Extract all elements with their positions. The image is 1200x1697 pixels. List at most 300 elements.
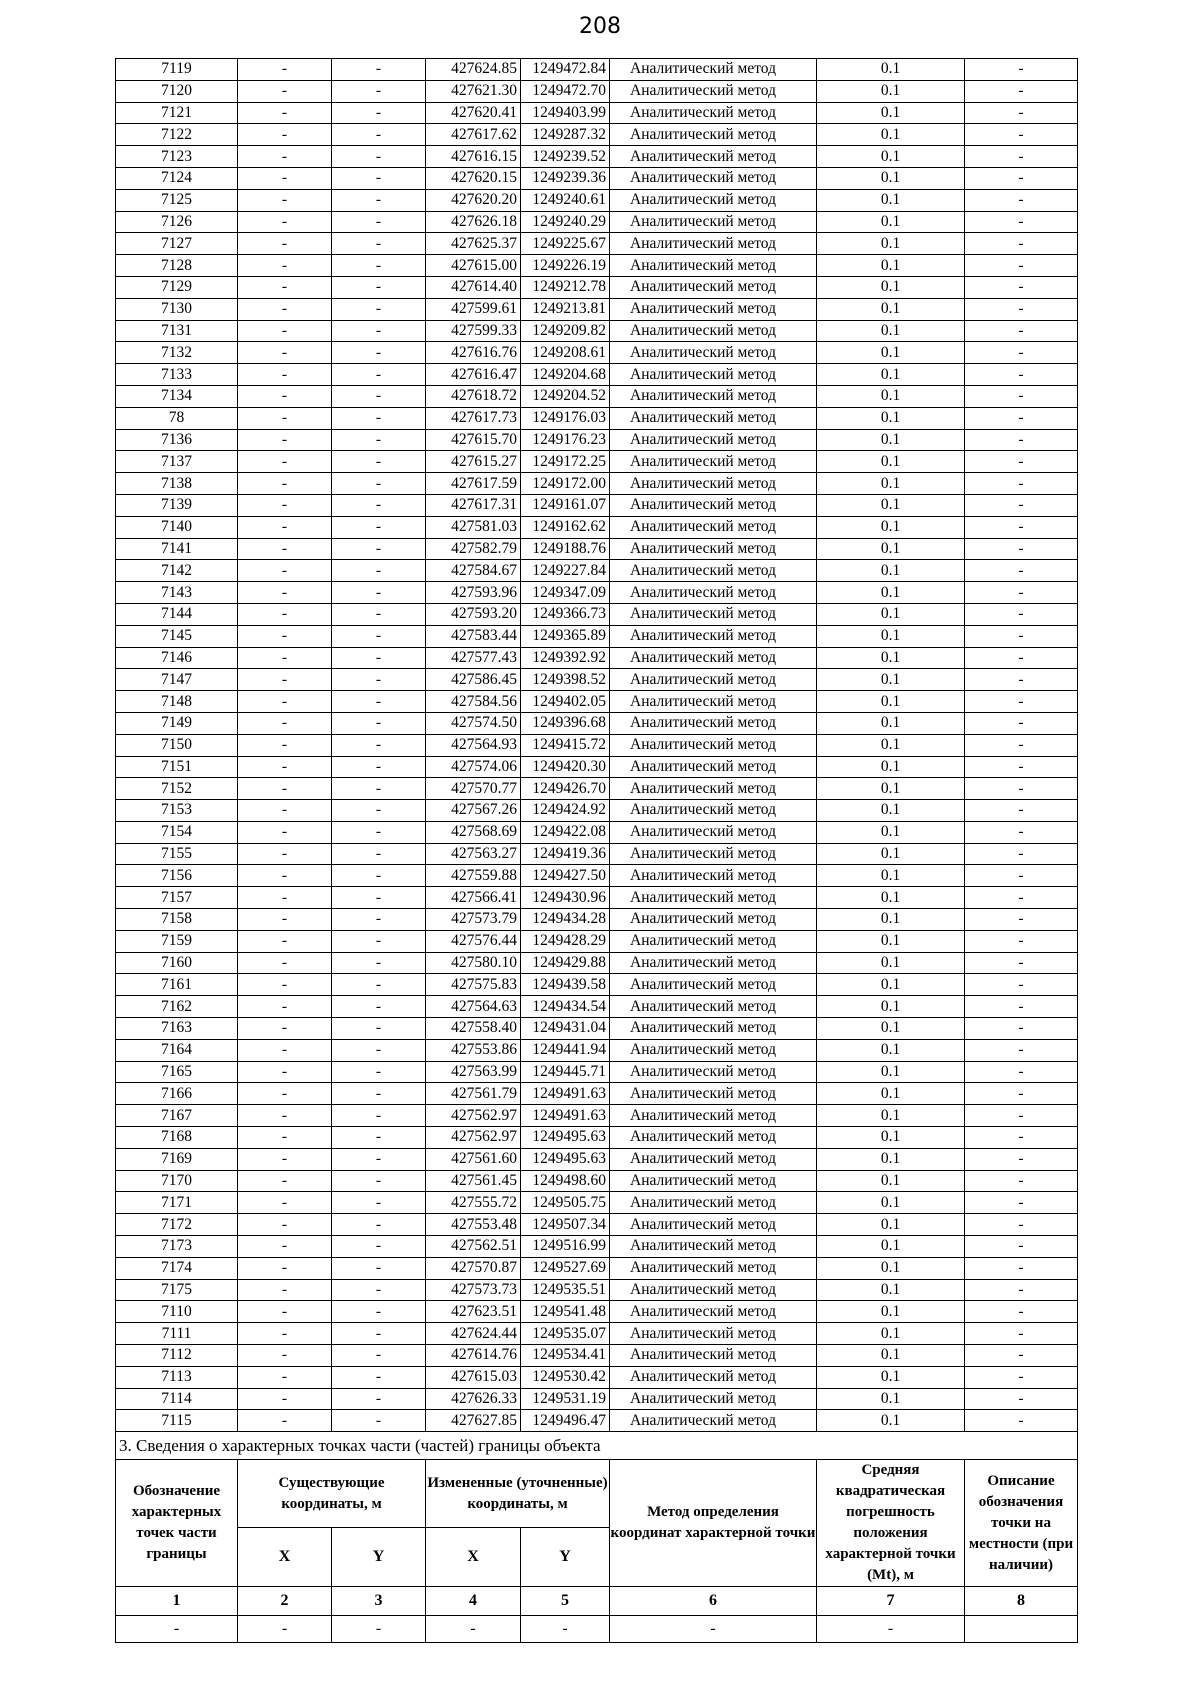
changed-x-cell: 427574.06 bbox=[426, 756, 521, 778]
table-row bbox=[116, 124, 1078, 146]
point-number-cell: 7147 bbox=[116, 669, 238, 691]
mean-error-cell: 0.1 bbox=[817, 124, 965, 146]
changed-y-cell: 1249434.54 bbox=[521, 996, 610, 1018]
method-cell: Аналитический метод bbox=[610, 1301, 817, 1323]
method-cell: Аналитический метод bbox=[610, 647, 817, 669]
mean-error-cell: 0.1 bbox=[817, 59, 965, 81]
header-description: Описание обозначения точки на местности (при наличии) bbox=[965, 1460, 1078, 1587]
mean-error-cell: 0.1 bbox=[817, 407, 965, 429]
description-cell: - bbox=[965, 1410, 1078, 1432]
existing-x-cell: - bbox=[238, 276, 332, 298]
changed-x-cell: 427561.60 bbox=[426, 1148, 521, 1170]
existing-y-cell: - bbox=[332, 211, 426, 233]
method-cell: Аналитический метод bbox=[610, 80, 817, 102]
changed-x-cell: 427570.77 bbox=[426, 778, 521, 800]
method-cell: Аналитический метод bbox=[610, 669, 817, 691]
existing-x-cell: - bbox=[238, 1061, 332, 1083]
method-cell: Аналитический метод bbox=[610, 385, 817, 407]
point-number-cell: 7134 bbox=[116, 385, 238, 407]
table-row bbox=[116, 996, 1078, 1018]
existing-y-cell: - bbox=[332, 1323, 426, 1345]
point-number-cell: 7113 bbox=[116, 1366, 238, 1388]
mean-error-cell: 0.1 bbox=[817, 255, 965, 277]
table-row bbox=[116, 647, 1078, 669]
method-cell: Аналитический метод bbox=[610, 124, 817, 146]
existing-x-cell: - bbox=[238, 124, 332, 146]
description-cell: - bbox=[965, 669, 1078, 691]
changed-y-cell: 1249439.58 bbox=[521, 974, 610, 996]
method-cell: Аналитический метод bbox=[610, 625, 817, 647]
table-row bbox=[116, 233, 1078, 255]
changed-x-cell: 427577.43 bbox=[426, 647, 521, 669]
point-number-cell: 7163 bbox=[116, 1018, 238, 1040]
existing-y-cell: - bbox=[332, 473, 426, 495]
changed-x-cell: 427555.72 bbox=[426, 1192, 521, 1214]
existing-x-cell: - bbox=[238, 1410, 332, 1432]
mean-error-cell: 0.1 bbox=[817, 1236, 965, 1258]
method-cell: Аналитический метод bbox=[610, 1214, 817, 1236]
boundary-points-table bbox=[115, 58, 1078, 1643]
existing-x-cell: - bbox=[238, 909, 332, 931]
table-row bbox=[116, 930, 1078, 952]
point-number-cell: 7174 bbox=[116, 1257, 238, 1279]
mean-error-cell: 0.1 bbox=[817, 843, 965, 865]
existing-y-cell: - bbox=[332, 1039, 426, 1061]
method-cell: Аналитический метод bbox=[610, 952, 817, 974]
empty-points-row bbox=[116, 1616, 1078, 1643]
existing-x-cell: - bbox=[238, 146, 332, 168]
existing-x-cell: - bbox=[238, 1388, 332, 1410]
changed-y-cell: 1249535.07 bbox=[521, 1323, 610, 1345]
existing-x-cell: - bbox=[238, 1257, 332, 1279]
changed-x-cell: 427599.61 bbox=[426, 298, 521, 320]
changed-y-cell: 1249430.96 bbox=[521, 887, 610, 909]
mean-error-cell: 0.1 bbox=[817, 647, 965, 669]
changed-x-cell: 427581.03 bbox=[426, 516, 521, 538]
existing-x-cell: - bbox=[238, 843, 332, 865]
description-cell: - bbox=[965, 1127, 1078, 1149]
changed-y-cell: 1249161.07 bbox=[521, 494, 610, 516]
existing-x-cell: - bbox=[238, 669, 332, 691]
mean-error-cell: 0.1 bbox=[817, 1105, 965, 1127]
existing-y-cell: - bbox=[332, 538, 426, 560]
table-row bbox=[116, 1366, 1078, 1388]
point-number-cell: 7128 bbox=[116, 255, 238, 277]
mean-error-cell: 0.1 bbox=[817, 625, 965, 647]
mean-error-cell: 0.1 bbox=[817, 1257, 965, 1279]
description-cell: - bbox=[965, 255, 1078, 277]
changed-x-cell: 427615.70 bbox=[426, 429, 521, 451]
existing-y-cell: - bbox=[332, 712, 426, 734]
mean-error-cell: 0.1 bbox=[817, 473, 965, 495]
existing-x-cell: - bbox=[238, 1170, 332, 1192]
method-cell: Аналитический метод bbox=[610, 582, 817, 604]
method-cell: Аналитический метод bbox=[610, 102, 817, 124]
table-row bbox=[116, 1170, 1078, 1192]
description-cell: - bbox=[965, 385, 1078, 407]
existing-x-cell: - bbox=[238, 342, 332, 364]
existing-x-cell: - bbox=[238, 1039, 332, 1061]
existing-y-cell: - bbox=[332, 146, 426, 168]
method-cell: Аналитический метод bbox=[610, 189, 817, 211]
changed-y-cell: 1249429.88 bbox=[521, 952, 610, 974]
table-row bbox=[116, 364, 1078, 386]
description-cell: - bbox=[965, 516, 1078, 538]
changed-x-cell: 427567.26 bbox=[426, 800, 521, 822]
changed-x-cell: 427617.31 bbox=[426, 494, 521, 516]
description-cell: - bbox=[965, 320, 1078, 342]
changed-x-cell: 427616.15 bbox=[426, 146, 521, 168]
existing-x-cell: - bbox=[238, 647, 332, 669]
description-cell: - bbox=[965, 930, 1078, 952]
column-numbers-row bbox=[116, 1587, 1078, 1616]
existing-x-cell: - bbox=[238, 407, 332, 429]
table-row bbox=[116, 494, 1078, 516]
table-row bbox=[116, 342, 1078, 364]
existing-x-cell: - bbox=[238, 691, 332, 713]
existing-y-cell: - bbox=[332, 1018, 426, 1040]
method-cell: Аналитический метод bbox=[610, 276, 817, 298]
point-number-cell: 7142 bbox=[116, 560, 238, 582]
description-cell: - bbox=[965, 167, 1078, 189]
table-row bbox=[116, 59, 1078, 81]
existing-y-cell: - bbox=[332, 233, 426, 255]
changed-x-cell: 427584.67 bbox=[426, 560, 521, 582]
changed-y-cell: 1249422.08 bbox=[521, 821, 610, 843]
point-number-cell: 7171 bbox=[116, 1192, 238, 1214]
changed-x-cell: 427573.79 bbox=[426, 909, 521, 931]
description-cell: - bbox=[965, 800, 1078, 822]
method-cell: Аналитический метод bbox=[610, 909, 817, 931]
table-row bbox=[116, 1410, 1078, 1432]
existing-x-cell: - bbox=[238, 734, 332, 756]
existing-x-cell: - bbox=[238, 625, 332, 647]
point-number-cell: 7151 bbox=[116, 756, 238, 778]
existing-x-cell: - bbox=[238, 974, 332, 996]
changed-y-cell: 1249172.00 bbox=[521, 473, 610, 495]
changed-x-cell: 427584.56 bbox=[426, 691, 521, 713]
description-cell: - bbox=[965, 233, 1078, 255]
existing-y-cell: - bbox=[332, 1170, 426, 1192]
mean-error-cell: 0.1 bbox=[817, 364, 965, 386]
changed-x-cell: 427583.44 bbox=[426, 625, 521, 647]
point-number-cell: 7115 bbox=[116, 1410, 238, 1432]
description-cell: - bbox=[965, 1105, 1078, 1127]
table-row bbox=[116, 1127, 1078, 1149]
method-cell: Аналитический метод bbox=[610, 364, 817, 386]
existing-y-cell: - bbox=[332, 821, 426, 843]
changed-x-cell: 427593.20 bbox=[426, 603, 521, 625]
description-cell: - bbox=[965, 102, 1078, 124]
method-cell: Аналитический метод bbox=[610, 211, 817, 233]
description-cell: - bbox=[965, 80, 1078, 102]
point-number-cell: 7114 bbox=[116, 1388, 238, 1410]
existing-x-cell: - bbox=[238, 821, 332, 843]
existing-y-cell: - bbox=[332, 1061, 426, 1083]
changed-x-cell: 427562.51 bbox=[426, 1236, 521, 1258]
point-number-cell: 7173 bbox=[116, 1236, 238, 1258]
changed-x-cell: 427586.45 bbox=[426, 669, 521, 691]
changed-y-cell: 1249227.84 bbox=[521, 560, 610, 582]
existing-x-cell: - bbox=[238, 778, 332, 800]
table-row bbox=[116, 1301, 1078, 1323]
table-row bbox=[116, 560, 1078, 582]
mean-error-cell: 0.1 bbox=[817, 669, 965, 691]
description-cell: - bbox=[965, 364, 1078, 386]
mean-error-cell: 0.1 bbox=[817, 582, 965, 604]
method-cell: Аналитический метод bbox=[610, 298, 817, 320]
changed-x-cell: 427580.10 bbox=[426, 952, 521, 974]
changed-y-cell: 1249240.61 bbox=[521, 189, 610, 211]
existing-x-cell: - bbox=[238, 996, 332, 1018]
table-cell: - bbox=[116, 1616, 238, 1643]
existing-x-cell: - bbox=[238, 756, 332, 778]
existing-x-cell: - bbox=[238, 1236, 332, 1258]
point-number-cell: 78 bbox=[116, 407, 238, 429]
mean-error-cell: 0.1 bbox=[817, 429, 965, 451]
changed-x-cell: 427615.00 bbox=[426, 255, 521, 277]
point-number-cell: 7145 bbox=[116, 625, 238, 647]
description-cell: - bbox=[965, 1018, 1078, 1040]
existing-x-cell: - bbox=[238, 320, 332, 342]
existing-y-cell: - bbox=[332, 80, 426, 102]
existing-x-cell: - bbox=[238, 1148, 332, 1170]
description-cell: - bbox=[965, 974, 1078, 996]
method-cell: Аналитический метод bbox=[610, 865, 817, 887]
changed-y-cell: 1249398.52 bbox=[521, 669, 610, 691]
table-row bbox=[116, 211, 1078, 233]
mean-error-cell: 0.1 bbox=[817, 712, 965, 734]
existing-y-cell: - bbox=[332, 255, 426, 277]
header-changed-y: Y bbox=[521, 1528, 610, 1587]
point-number-cell: 7172 bbox=[116, 1214, 238, 1236]
mean-error-cell: 0.1 bbox=[817, 756, 965, 778]
description-cell: - bbox=[965, 276, 1078, 298]
point-number-cell: 7154 bbox=[116, 821, 238, 843]
existing-y-cell: - bbox=[332, 1366, 426, 1388]
method-cell: Аналитический метод bbox=[610, 560, 817, 582]
changed-x-cell: 427553.48 bbox=[426, 1214, 521, 1236]
changed-y-cell: 1249204.68 bbox=[521, 364, 610, 386]
point-number-cell: 7122 bbox=[116, 124, 238, 146]
description-cell: - bbox=[965, 756, 1078, 778]
existing-y-cell: - bbox=[332, 625, 426, 647]
mean-error-cell: 0.1 bbox=[817, 451, 965, 473]
changed-y-cell: 1249496.47 bbox=[521, 1410, 610, 1432]
description-cell: - bbox=[965, 146, 1078, 168]
description-cell: - bbox=[965, 712, 1078, 734]
description-cell: - bbox=[965, 1388, 1078, 1410]
changed-x-cell: 427616.47 bbox=[426, 364, 521, 386]
table-row bbox=[116, 298, 1078, 320]
changed-x-cell: 427624.85 bbox=[426, 59, 521, 81]
table-row bbox=[116, 1105, 1078, 1127]
mean-error-cell: 0.1 bbox=[817, 1410, 965, 1432]
method-cell: Аналитический метод bbox=[610, 1323, 817, 1345]
point-number-cell: 7162 bbox=[116, 996, 238, 1018]
mean-error-cell: 0.1 bbox=[817, 691, 965, 713]
changed-y-cell: 1249162.62 bbox=[521, 516, 610, 538]
description-cell: - bbox=[965, 298, 1078, 320]
description-cell: - bbox=[965, 538, 1078, 560]
table-row bbox=[116, 734, 1078, 756]
changed-y-cell: 1249472.84 bbox=[521, 59, 610, 81]
mean-error-cell: 0.1 bbox=[817, 211, 965, 233]
description-cell: - bbox=[965, 211, 1078, 233]
point-number-cell: 7155 bbox=[116, 843, 238, 865]
existing-x-cell: - bbox=[238, 1127, 332, 1149]
table-row bbox=[116, 887, 1078, 909]
table-row bbox=[116, 1061, 1078, 1083]
column-number: 6 bbox=[610, 1587, 817, 1616]
table-row bbox=[116, 1236, 1078, 1258]
existing-y-cell: - bbox=[332, 560, 426, 582]
table-row bbox=[116, 1192, 1078, 1214]
section-title: 3. Сведения о характерных точках части (частей) границы объекта bbox=[116, 1432, 1078, 1460]
table-row bbox=[116, 1323, 1078, 1345]
changed-x-cell: 427616.76 bbox=[426, 342, 521, 364]
point-number-cell: 7131 bbox=[116, 320, 238, 342]
header-existing-x: X bbox=[238, 1528, 332, 1587]
existing-y-cell: - bbox=[332, 124, 426, 146]
method-cell: Аналитический метод bbox=[610, 1061, 817, 1083]
changed-y-cell: 1249176.23 bbox=[521, 429, 610, 451]
mean-error-cell: 0.1 bbox=[817, 516, 965, 538]
existing-y-cell: - bbox=[332, 407, 426, 429]
changed-y-cell: 1249204.52 bbox=[521, 385, 610, 407]
point-number-cell: 7127 bbox=[116, 233, 238, 255]
point-number-cell: 7140 bbox=[116, 516, 238, 538]
point-number-cell: 7138 bbox=[116, 473, 238, 495]
existing-x-cell: - bbox=[238, 800, 332, 822]
method-cell: Аналитический метод bbox=[610, 756, 817, 778]
table-row bbox=[116, 843, 1078, 865]
changed-y-cell: 1249415.72 bbox=[521, 734, 610, 756]
changed-y-cell: 1249392.92 bbox=[521, 647, 610, 669]
changed-x-cell: 427599.33 bbox=[426, 320, 521, 342]
existing-y-cell: - bbox=[332, 516, 426, 538]
column-number: 8 bbox=[965, 1587, 1078, 1616]
existing-x-cell: - bbox=[238, 516, 332, 538]
changed-x-cell: 427564.93 bbox=[426, 734, 521, 756]
mean-error-cell: 0.1 bbox=[817, 385, 965, 407]
method-cell: Аналитический метод bbox=[610, 1192, 817, 1214]
changed-x-cell: 427617.62 bbox=[426, 124, 521, 146]
header-changed-x: X bbox=[426, 1528, 521, 1587]
header-mean-error: Средняя квадратическая погрешность положения характерной точки (Mt), м bbox=[817, 1460, 965, 1587]
mean-error-cell: 0.1 bbox=[817, 1018, 965, 1040]
table-row bbox=[116, 821, 1078, 843]
changed-y-cell: 1249226.19 bbox=[521, 255, 610, 277]
description-cell: - bbox=[965, 647, 1078, 669]
point-number-cell: 7143 bbox=[116, 582, 238, 604]
mean-error-cell: 0.1 bbox=[817, 1279, 965, 1301]
point-number-cell: 7152 bbox=[116, 778, 238, 800]
description-cell: - bbox=[965, 778, 1078, 800]
existing-y-cell: - bbox=[332, 1410, 426, 1432]
method-cell: Аналитический метод bbox=[610, 930, 817, 952]
changed-x-cell: 427553.86 bbox=[426, 1039, 521, 1061]
changed-y-cell: 1249507.34 bbox=[521, 1214, 610, 1236]
table-row bbox=[116, 320, 1078, 342]
table-cell: - bbox=[238, 1616, 332, 1643]
description-cell: - bbox=[965, 1214, 1078, 1236]
table-row bbox=[116, 429, 1078, 451]
point-number-cell: 7136 bbox=[116, 429, 238, 451]
existing-x-cell: - bbox=[238, 451, 332, 473]
mean-error-cell: 0.1 bbox=[817, 80, 965, 102]
method-cell: Аналитический метод bbox=[610, 603, 817, 625]
existing-x-cell: - bbox=[238, 952, 332, 974]
changed-y-cell: 1249225.67 bbox=[521, 233, 610, 255]
existing-y-cell: - bbox=[332, 59, 426, 81]
table-cell: - bbox=[817, 1616, 965, 1643]
existing-y-cell: - bbox=[332, 320, 426, 342]
changed-x-cell: 427621.30 bbox=[426, 80, 521, 102]
table-row bbox=[116, 865, 1078, 887]
existing-x-cell: - bbox=[238, 167, 332, 189]
description-cell: - bbox=[965, 1192, 1078, 1214]
table-row bbox=[116, 1388, 1078, 1410]
table-row bbox=[116, 1279, 1078, 1301]
existing-y-cell: - bbox=[332, 1345, 426, 1367]
changed-y-cell: 1249209.82 bbox=[521, 320, 610, 342]
point-number-cell: 7126 bbox=[116, 211, 238, 233]
changed-y-cell: 1249541.48 bbox=[521, 1301, 610, 1323]
changed-y-cell: 1249491.63 bbox=[521, 1083, 610, 1105]
existing-y-cell: - bbox=[332, 189, 426, 211]
point-number-cell: 7123 bbox=[116, 146, 238, 168]
existing-y-cell: - bbox=[332, 647, 426, 669]
description-cell: - bbox=[965, 451, 1078, 473]
point-number-cell: 7148 bbox=[116, 691, 238, 713]
existing-x-cell: - bbox=[238, 364, 332, 386]
table-row bbox=[116, 712, 1078, 734]
changed-y-cell: 1249431.04 bbox=[521, 1018, 610, 1040]
mean-error-cell: 0.1 bbox=[817, 603, 965, 625]
method-cell: Аналитический метод bbox=[610, 1170, 817, 1192]
changed-y-cell: 1249347.09 bbox=[521, 582, 610, 604]
column-number: 4 bbox=[426, 1587, 521, 1616]
method-cell: Аналитический метод bbox=[610, 233, 817, 255]
column-number: 5 bbox=[521, 1587, 610, 1616]
changed-y-cell: 1249445.71 bbox=[521, 1061, 610, 1083]
method-cell: Аналитический метод bbox=[610, 167, 817, 189]
mean-error-cell: 0.1 bbox=[817, 1323, 965, 1345]
changed-y-cell: 1249176.03 bbox=[521, 407, 610, 429]
existing-x-cell: - bbox=[238, 385, 332, 407]
changed-x-cell: 427626.18 bbox=[426, 211, 521, 233]
changed-y-cell: 1249396.68 bbox=[521, 712, 610, 734]
description-cell: - bbox=[965, 843, 1078, 865]
changed-y-cell: 1249516.99 bbox=[521, 1236, 610, 1258]
changed-y-cell: 1249208.61 bbox=[521, 342, 610, 364]
method-cell: Аналитический метод bbox=[610, 1366, 817, 1388]
existing-x-cell: - bbox=[238, 189, 332, 211]
changed-x-cell: 427559.88 bbox=[426, 865, 521, 887]
method-cell: Аналитический метод bbox=[610, 887, 817, 909]
existing-x-cell: - bbox=[238, 59, 332, 81]
point-number-cell: 7160 bbox=[116, 952, 238, 974]
description-cell: - bbox=[965, 909, 1078, 931]
existing-x-cell: - bbox=[238, 712, 332, 734]
changed-x-cell: 427561.79 bbox=[426, 1083, 521, 1105]
table-row bbox=[116, 974, 1078, 996]
existing-x-cell: - bbox=[238, 1301, 332, 1323]
page-number: 208 bbox=[579, 14, 621, 39]
table-row bbox=[116, 1257, 1078, 1279]
mean-error-cell: 0.1 bbox=[817, 1388, 965, 1410]
